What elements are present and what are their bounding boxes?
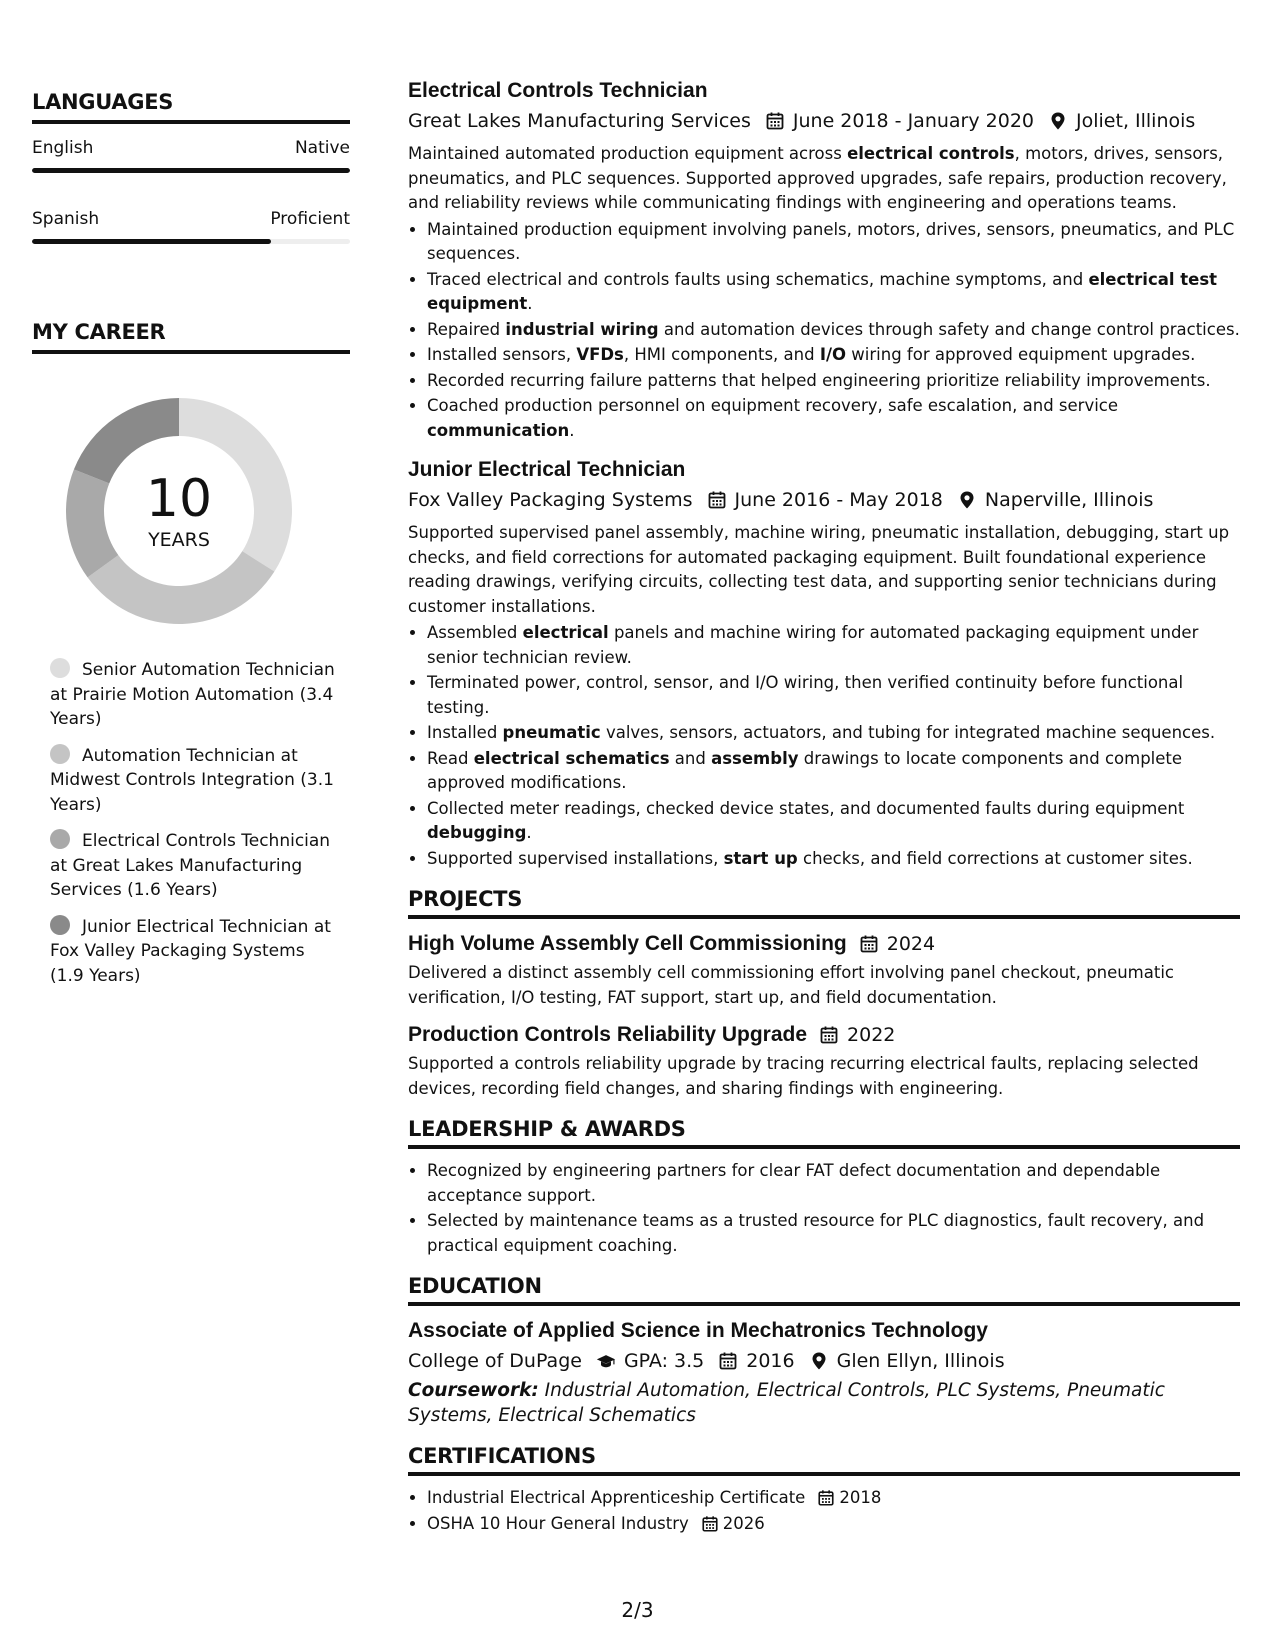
job-meta [408,106,1240,136]
bullet-text: Collected meter readings, checked device states, and documented faults during equipment [427,798,1185,818]
education-meta [408,1346,1240,1376]
experience-entry [408,76,1240,443]
location-pin-icon [809,1351,829,1371]
career-legend [50,658,340,988]
bullet-text: Terminated power, control, sensor, and I/O wiring, then verified continuity before functional testing. [427,673,1184,717]
bullet-text: and [669,748,712,768]
education-heading: EDUCATION [408,1274,1240,1306]
certification-name: • OSHA 10 Hour General Industry [427,1513,689,1533]
language-name: Spanish [32,209,100,229]
career-legend-item [50,915,340,989]
career-legend-item [50,744,340,818]
language-level: Proficient [270,209,350,229]
legend-label: Senior Automation Technician at Prairie Motion Automation (3.4 Years) [50,660,335,729]
bullet-emphasis: assembly [711,748,799,768]
bullet-emphasis: electrical [522,623,609,642]
project-name: Production Controls Reliability Upgrade [408,1023,808,1046]
projects-list [408,929,1240,1101]
summary-text: Supported supervised panel assembly, machine wiring, pneumatic installation, debugging, start up checks, and field corrections for automated packaging equipment. Built foundational experience reading drawings, verifying circuits, collecting test data, and supporting senior technicians during customer installations. [408,523,1230,616]
bullet-text: . [526,823,532,842]
bullet-text: Installed sensors, [427,345,577,364]
bullet-text: Maintained production equipment involving panels, motors, drives, sensors, pneumatics, and PLC sequences. [427,219,1235,263]
legend-label: Junior Electrical Technician at Fox Valley Packaging Systems (1.9 Years) [50,916,331,986]
education-degree: Associate of Applied Science in Mechatronics Technology [408,1319,988,1342]
language-row [32,209,350,229]
summary-emphasis: electrical controls [847,144,1015,163]
job-location: Joliet, Illinois [1076,110,1196,132]
job-bullet [427,343,1240,368]
language-proficiency-fill [32,168,350,173]
calendar-icon [701,1515,719,1533]
job-bullet [427,797,1240,846]
bullet-text: valves, sensors, actuators, and tubing for integrated machine sequences. [600,723,1216,742]
education-coursework [408,1378,1240,1428]
bullet-text: Repaired [427,319,506,339]
career-legend-item [50,658,340,732]
project-entry [408,1020,1240,1101]
bullet-text: , HMI components, and [623,345,820,364]
language-proficiency-fill [32,239,271,244]
education-year: 2016 [746,1350,795,1372]
career-legend-item [50,829,340,903]
project-name: High Volume Assembly Cell Commissioning [408,932,847,955]
bullet-text: . [569,420,575,440]
bullet-emphasis: electrical schematics [473,748,670,768]
bullet-text: Recorded recurring failure patterns that helped engineering prioritize reliability improvements. [427,370,1211,390]
project-year: 2024 [886,933,936,955]
summary-text: , motors, drives, sensors, pneumatics, and PLC sequences. Supported approved upgrades, safe repairs, production recovery, and reliability reviews while communicating findings with engineering and operations teams. [408,144,1227,212]
bullet-text: Assembled [427,623,523,642]
job-summary [408,142,1240,216]
legend-dot [50,658,70,678]
career-donut-chart [66,398,292,624]
bullet-text: Coached production personnel on equipment recovery, safe escalation, and service [427,396,1119,415]
job-bullet [427,847,1240,872]
bullet-text: . [527,294,533,313]
bullet-emphasis: pneumatic [502,723,601,742]
legend-dot [50,915,70,935]
coursework-label: Coursework: [408,1380,539,1401]
bullet-emphasis: electrical test equipment [427,269,1218,313]
bullet-text: checks, and field corrections at customer sites. [797,848,1193,868]
legend-label: Electrical Controls Technician at Great Lakes Manufacturing Services (1.6 Years) [50,831,331,900]
bullet-emphasis: debugging [427,823,527,842]
calendar-icon [819,1025,839,1045]
bullet-text: drawings to locate components and complete approved modifications. [427,748,1183,792]
bullet-text: panels and machine wiring for automated packaging equipment under senior technician review. [427,623,1199,667]
job-bullet [427,747,1240,796]
projects-section [408,887,1240,1101]
job-bullet [427,268,1240,317]
calendar-icon [859,934,879,954]
career-years-unit: YEARS [148,529,210,551]
language-name: English [32,138,94,158]
job-bullet [427,671,1240,720]
career-heading: MY CAREER [32,320,350,354]
job-title: Junior Electrical Technician [408,458,686,481]
project-header [408,929,1240,959]
awards-list [408,1159,1240,1258]
calendar-icon [817,1489,835,1507]
language-proficiency-bar [32,168,350,173]
career-years-number: 10 [145,469,213,529]
bullet-text: Supported supervised installations, [427,848,724,868]
experience-entry [408,455,1240,871]
language-proficiency-bar [32,239,350,244]
bullet-text: and automation devices through safety and change control practices. [658,319,1240,339]
bullet-emphasis: I/O [819,345,847,364]
certification-year: 2026 [722,1513,765,1533]
job-title: Electrical Controls Technician [408,79,708,102]
job-bullets [408,621,1240,871]
job-meta [408,485,1240,515]
experience-list [408,76,1240,871]
bullet-text: wiring for approved equipment upgrades. [846,345,1196,364]
bullet-emphasis: start up [723,848,798,868]
language-row [32,138,350,158]
certification-item [427,1486,1240,1511]
job-bullet [427,218,1240,267]
awards-section [408,1117,1240,1258]
languages-list [32,138,350,244]
bullet-emphasis: industrial wiring [505,319,659,339]
project-header [408,1020,1240,1050]
coursework-list: Industrial Automation, Electrical Controls, PLC Systems, Pneumatic Systems, Electrical Schematics [408,1380,1165,1426]
job-dates: June 2016 - May 2018 [734,489,943,511]
certification-line [427,1512,765,1537]
education-location: Glen Ellyn, Illinois [836,1350,1005,1372]
languages-heading: LANGUAGES [32,90,350,124]
bullet-text: Read [427,748,474,768]
project-year: 2022 [847,1024,896,1046]
awards-heading: LEADERSHIP & AWARDS [408,1117,1240,1149]
bullet-text: Installed [427,723,503,742]
award-item: • Selected by maintenance teams as a trusted resource for PLC diagnostics, fault recovery, and practical equipment coaching. [427,1209,1240,1258]
legend-dot [50,829,70,849]
donut-center [66,398,292,624]
page-number: 2/3 [621,1598,654,1622]
sidebar [32,90,350,1000]
bullet-emphasis: communication [427,420,570,440]
main-content [408,76,1240,1537]
certifications-list [408,1486,1240,1536]
certification-item [427,1512,1240,1537]
job-location: Naperville, Illinois [984,489,1154,511]
certification-name: • Industrial Electrical Apprenticeship Certificate [427,1488,806,1507]
project-description: Delivered a distinct assembly cell commissioning effort involving panel checkout, pneumatic verification, I/O testing, FAT support, start up, and field documentation. [408,963,1174,1007]
certification-year: 2018 [839,1488,882,1507]
job-company: Great Lakes Manufacturing Services [408,110,751,132]
job-dates: June 2018 - January 2020 [792,110,1035,132]
job-bullet [427,369,1240,394]
job-company: Fox Valley Packaging Systems [408,489,693,511]
location-pin-icon [957,490,977,510]
job-bullet [427,318,1240,343]
education-gpa: GPA: 3.5 [623,1350,705,1372]
projects-heading: PROJECTS [408,887,1240,919]
calendar-icon [707,490,727,510]
project-description: Supported a controls reliability upgrade by tracing recurring electrical faults, replacing selected devices, recording field changes, and sharing findings with engineering. [408,1054,1199,1098]
certifications-section [408,1444,1240,1536]
calendar-icon [765,111,785,131]
job-bullet [427,721,1240,746]
project-entry [408,929,1240,1010]
graduation-cap-icon [596,1351,616,1371]
language-level: Native [294,138,350,158]
legend-dot [50,744,70,764]
bullet-emphasis: VFDs [576,345,624,364]
legend-label: Automation Technician at Midwest Controls Integration (3.1 Years) [50,745,334,815]
summary-text: Maintained automated production equipment across [408,144,848,163]
job-bullet [427,621,1240,670]
job-bullet [427,394,1240,443]
education-section [408,1274,1240,1428]
education-school: College of DuPage [408,1350,582,1372]
job-bullets [408,218,1240,444]
certification-line [427,1486,881,1511]
calendar-icon [718,1351,738,1371]
job-summary [408,521,1240,619]
bullet-text: Traced electrical and controls faults using schematics, machine symptoms, and [427,269,1089,289]
location-pin-icon [1048,111,1068,131]
certifications-heading: CERTIFICATIONS [408,1444,1240,1476]
award-item: • Recognized by engineering partners for clear FAT defect documentation and dependable acceptance support. [427,1159,1240,1208]
